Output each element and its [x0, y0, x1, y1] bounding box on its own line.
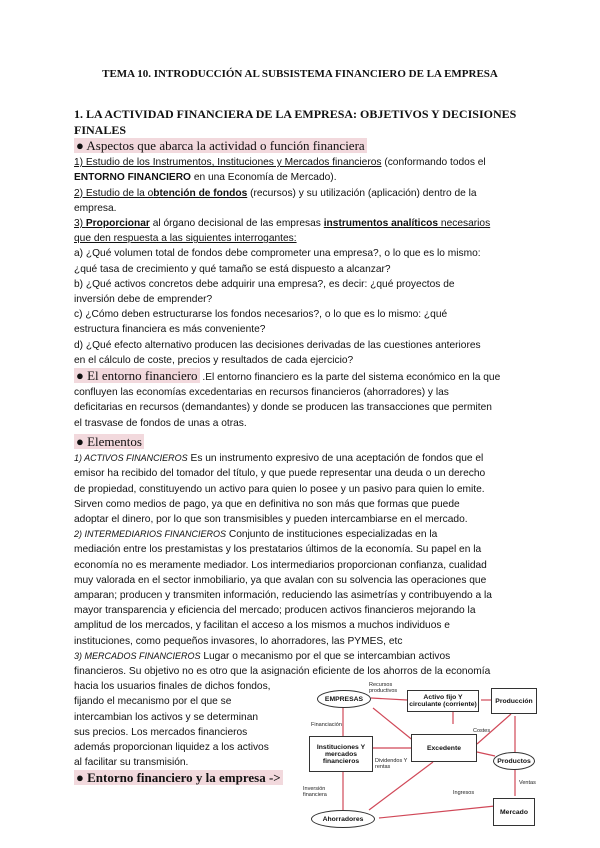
- e1-3: de propiedad, constituyendo un activo para quien lo posee y un pasivo para quien lo emite.: [74, 483, 485, 495]
- item2-a: 2) Estudio de la o: [74, 187, 154, 199]
- produccion-node: Producción: [491, 688, 537, 714]
- e3-6: sus precios. Los mercados financieros: [74, 726, 248, 738]
- question-d1: d) ¿Qué efecto alternativo producen las decisiones derivadas de las cuestiones anteriores: [74, 339, 481, 351]
- entorno-t2: confluyen las economías excedentarias en recursos financieros (ahorradores) y las: [74, 387, 449, 399]
- e3-7: además proporcionan liquidez a los activos: [74, 742, 269, 754]
- e2-4: muy valorada en el sector inmobiliario, ya que avalan con su solvencia las operaciones que: [74, 574, 487, 586]
- e1-4: Sirven como medios de pago, ya que en definitiva no son más que formas que puede: [74, 498, 460, 510]
- e1-5: adoptar el dinero, por lo que son transmisibles y pueden intercambiarse en el mercado.: [74, 514, 468, 526]
- e1-label: 1) ACTIVOS FINANCIEROS: [74, 453, 188, 464]
- label-recursos: Recursos productivos: [369, 682, 398, 694]
- question-c1: c) ¿Cómo deben estructurarse los fondos necesarios?, o lo que es lo mismo: ¿qué: [74, 309, 448, 321]
- e3-5: intercambian los activos y se determinan: [74, 711, 259, 723]
- item1-c: ENTORNO FINANCIERO: [74, 172, 191, 184]
- label-ventas: Ventas: [519, 780, 536, 786]
- question-b2: inversión debe de emprender?: [74, 294, 213, 306]
- page-title: TEMA 10. INTRODUCCIÓN AL SUBSISTEMA FINANCIERO DE LA EMPRESA: [102, 68, 498, 80]
- item1-a: 1) Estudio de los Instrumentos, Instituciones y Mercados financieros: [74, 157, 382, 169]
- arrow-excedente-productos: [477, 752, 495, 756]
- e1-1: Es un instrumento expresivo de una aceptación de fondos que el: [187, 453, 484, 465]
- e3-3: hacia los usuarios finales de dichos fondos,: [74, 681, 271, 693]
- excedente-node: Excedente: [411, 734, 477, 762]
- question-d2: en el cálculo de coste, precios y resultados de cada ejercicio?: [74, 354, 354, 366]
- label-ingresos: Ingresos: [453, 790, 475, 796]
- e1-2: emisor ha recibido del tomador del título, y que puede representar una deuda o un derecho: [74, 468, 486, 480]
- label-inversion: Inversión financiera: [303, 786, 327, 798]
- ahorradores-node: Ahorradores: [311, 810, 375, 828]
- productos-node: Productos: [493, 752, 535, 770]
- e2-6: mayor transparencia y eficiencia del mercado; producen activos financieros mejorando la: [74, 605, 476, 617]
- e2-3: economía no es meramente mediador. Los intermediarios proporcionan confianza, cualidad: [74, 559, 487, 571]
- arrow-empresas-activo: [371, 698, 407, 700]
- item3-a: 3): [74, 218, 86, 230]
- item3-c: al órgano decisional de las empresas: [149, 218, 324, 230]
- e3-4: fijando el mecanismo por el que se: [74, 696, 232, 708]
- empresas-node: EMPRESAS: [317, 690, 371, 708]
- entorno-empresa-heading: ● Entorno financiero y la empresa ->: [76, 770, 281, 786]
- e3-8: al facilitar su transmisión.: [74, 757, 189, 769]
- question-a2: ¿qué tasa de crecimiento y qué tamaño se está dispuesto a alcanzar?: [74, 263, 391, 275]
- activo-node: Activo fijo Y circulante (corriente): [407, 690, 479, 712]
- e2-2: mediación entre los prestamistas y los prestatarios últimos de la economía. Su papel en la: [74, 544, 482, 556]
- item3-f: que den respuesta a las siguientes interrogantes:: [74, 233, 297, 245]
- aspects-block: [74, 138, 534, 431]
- arrow-ahorradores-mercado: [379, 806, 495, 818]
- item3-b: Proporcionar: [85, 218, 150, 230]
- e3-label: 3) MERCADOS FINANCIEROS: [74, 650, 201, 661]
- e3-1: Lugar o mecanismo por el que se intercambian activos: [200, 650, 451, 662]
- e2-label: 2) INTERMEDIARIOS FINANCIEROS: [74, 529, 227, 540]
- item2-d: empresa.: [74, 202, 117, 214]
- financial-flow-diagram: [303, 682, 536, 836]
- item3-e: necesarios: [438, 218, 491, 230]
- item1-b: (conformando todos el: [381, 157, 486, 169]
- entorno-t3: deficitarias en recursos (demandantes) y donde se producen las transacciones que permiten: [74, 402, 492, 414]
- question-b1: b) ¿Qué activos concretos debe adquirir una empresa?, es decir: ¿qué proyectos de: [74, 278, 455, 290]
- question-a1: a) ¿Qué volumen total de fondos debe comprometer una empresa?, o lo que es lo mismo:: [74, 248, 481, 260]
- section-heading: 1. LA ACTIVIDAD FINANCIERA DE LA EMPRESA: OBJETIVOS Y DECISIONES FINALES: [74, 107, 517, 137]
- label-financiacion: Financiación: [311, 722, 342, 728]
- entorno-t1: .El entorno financiero es la parte del sistema económico en la que: [199, 372, 501, 384]
- e2-5: amparan; producen y transmiten información, reduciendo las asimetrías y contribuyendo a la: [74, 590, 492, 602]
- instituciones-node: Instituciones Y mercados financieros: [309, 736, 373, 772]
- aspects-heading: ● Aspectos que abarca la actividad o función financiera: [76, 138, 365, 153]
- item3-d: instrumentos analíticos: [323, 218, 439, 230]
- label-dividendos: Dividendos Y rentas: [375, 758, 408, 770]
- e3-2: financieros. Su objetivo no es otro que la asignación eficiente de los ahorros de la economía: [74, 666, 491, 678]
- item2-c: (recursos) y su utilización (aplicación) dentro de la: [247, 187, 477, 199]
- item2-b: btención de fondos: [153, 187, 248, 199]
- entorno-t4: el trasvase de fondos de unas a otras.: [74, 417, 247, 429]
- e2-8: instituciones, como pequeños invasores, lo ahorradores, las PYMES, etc: [74, 635, 403, 647]
- arrow-excedente-empresas: [373, 708, 415, 742]
- e2-7: amplitud de los mercados, y facilitan el acceso a los mismos a muchos individuos e: [74, 620, 450, 632]
- item1-d: en una Economía de Mercado).: [190, 172, 337, 184]
- question-c2: estructura financiera es más conveniente?: [74, 324, 266, 336]
- mercado-node: Mercado: [493, 798, 535, 826]
- entorno-heading: ● El entorno financiero: [76, 368, 198, 384]
- elements-heading: ● Elementos: [76, 434, 142, 449]
- e2-1: Conjunto de instituciones especializadas en la: [226, 529, 438, 541]
- label-costes: Costes: [473, 728, 491, 734]
